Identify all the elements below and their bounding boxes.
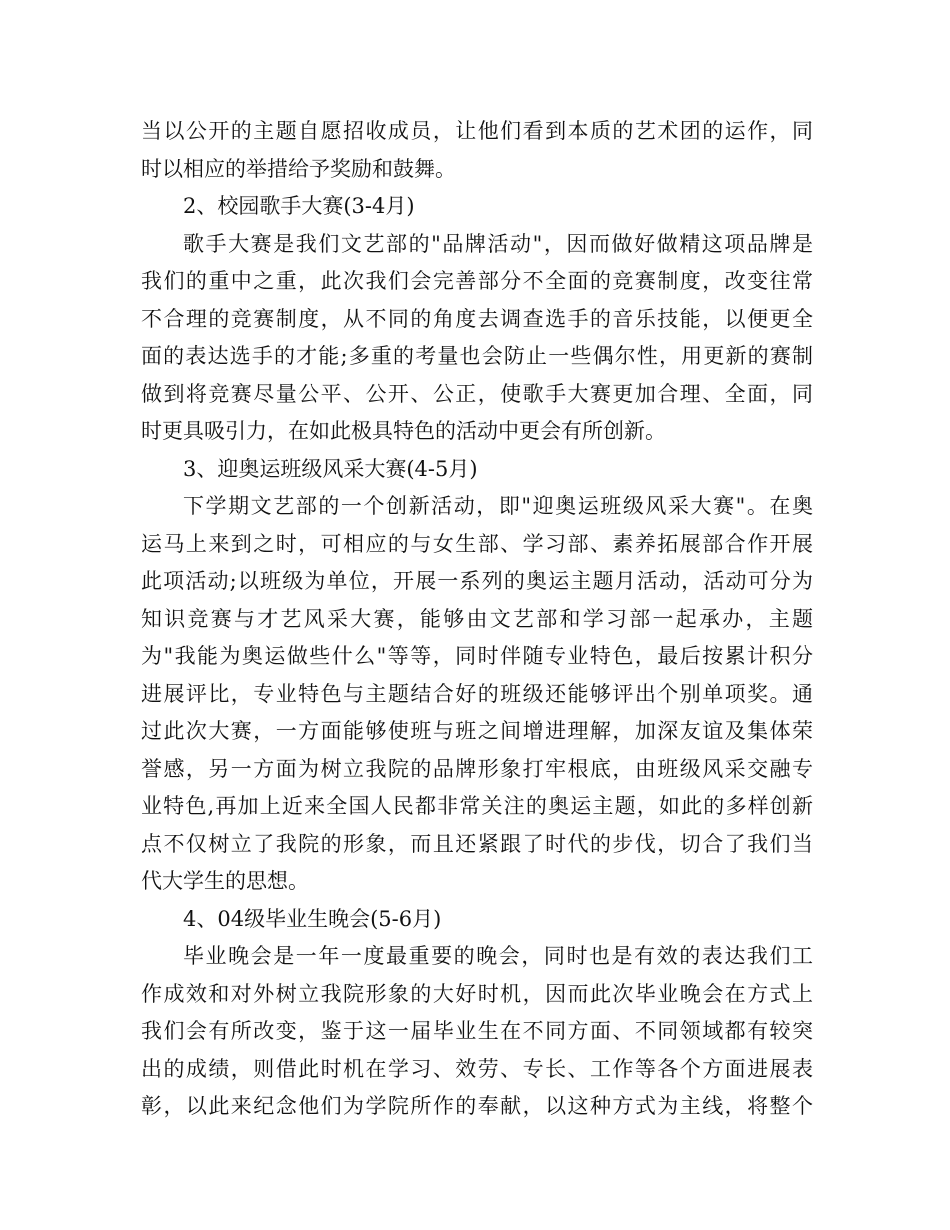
- text-line: 进展评比，专业特色与主题结合好的班级还能够评出个别单项奖。通: [141, 681, 813, 706]
- text-line: 我们的重中之重，此次我们会完善部分不全面的竞赛制度，改变往常: [141, 269, 813, 293]
- text-line: 作成效和对外树立我院形象的大好时机，因而此次毕业晚会在方式上: [141, 981, 813, 1006]
- text-line: 运马上来到之时，可相应的与女生部、学习部、素养拓展部合作开展: [141, 531, 813, 556]
- paragraph-first-line: 下学期文艺部的一个创新活动，即"迎奥运班级风采大赛"。在奥: [183, 494, 813, 518]
- document-body: [141, 113, 813, 1126]
- text-line: 不合理的竞赛制度，从不同的角度去调查选手的音乐技能，以便更全: [141, 306, 813, 331]
- text-line: 时以相应的举措给予奖励和鼓舞。: [141, 156, 456, 181]
- text-line: 誉感，另一方面为树立我院的品牌形象打牢根底，由班级风采交融专: [141, 756, 813, 781]
- paragraph-first-line: 毕业晚会是一年一度最重要的晚会，同时也是有效的表达我们工: [183, 944, 813, 968]
- text-line: 我们会有所改变，鉴于这一届毕业生在不同方面、不同领域都有较突: [141, 1019, 813, 1043]
- section-heading: 3、迎奥运班级风采大赛(4-5月): [183, 456, 478, 481]
- text-line: 为"我能为奥运做些什么"等等，同时伴随专业特色，最后按累计积分: [141, 644, 813, 668]
- text-line: 代大学生的思想。: [141, 869, 309, 893]
- text-line: 过此次大赛，一方面能够使班与班之间增进理解，加深友谊及集体荣: [141, 719, 813, 743]
- text-line: 出的成绩，则借此时机在学习、效劳、专长、工作等各个方面进展表: [141, 1056, 813, 1081]
- text-line: 业特色,再加上近来全国人民都非常关注的奥运主题，如此的多样创新: [141, 794, 813, 818]
- text-line: 时更具吸引力，在如此极具特色的活动中更会有所创新。: [141, 419, 666, 443]
- section-heading: 2、校园歌手大赛(3-4月): [183, 194, 415, 218]
- section-heading: 4、04级毕业生晚会(5-6月): [183, 906, 442, 931]
- text-line: 此项活动;以班级为单位，开展一系列的奥运主题月活动，活动可分为: [141, 569, 813, 593]
- text-line: 做到将竞赛尽量公平、公开、公正，使歌手大赛更加合理、全面，同: [141, 381, 813, 406]
- text-line: 面的表达选手的才能;多重的考量也会防止一些偶尔性，用更新的赛制: [141, 344, 813, 368]
- text-line: 彰，以此来纪念他们为学院所作的奉献，以这种方式为主线，将整个: [141, 1094, 813, 1118]
- text-line: 知识竞赛与才艺风采大赛，能够由文艺部和学习部一起承办，主题: [141, 606, 813, 631]
- text-line: 点不仅树立了我院的形象，而且还紧跟了时代的步伐，切合了我们当: [141, 831, 813, 856]
- text-line: 当以公开的主题自愿招收成员，让他们看到本质的艺术团的运作，同: [141, 119, 813, 143]
- paragraph-first-line: 歌手大赛是我们文艺部的"品牌活动"，因而做好做精这项品牌是: [183, 231, 813, 256]
